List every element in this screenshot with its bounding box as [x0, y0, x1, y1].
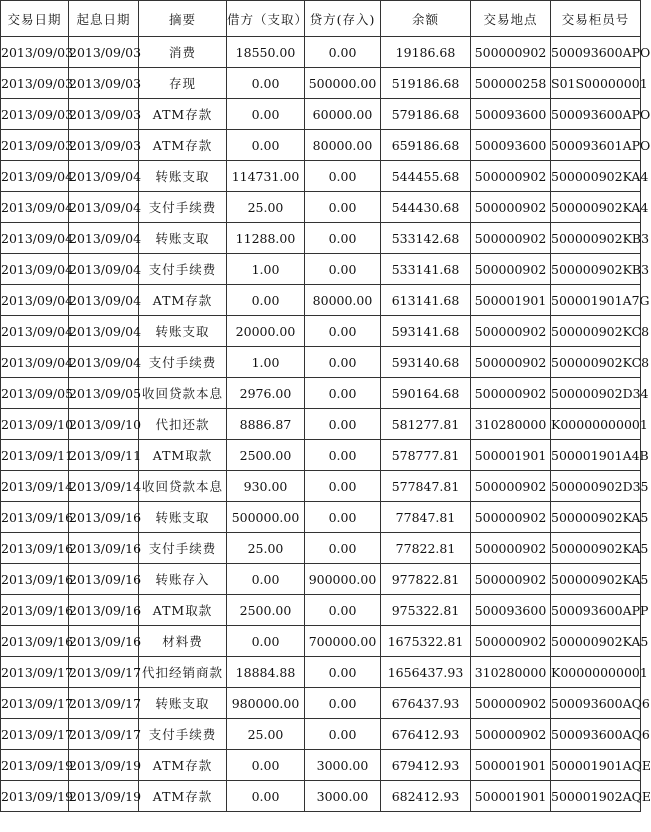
cell-location: 500000902: [471, 378, 551, 409]
cell-value-date: 2013/09/04: [69, 192, 139, 223]
cell-credit: 0.00: [305, 502, 381, 533]
cell-transaction-date: 2013/09/04: [1, 285, 69, 316]
table-row: [1, 254, 641, 285]
cell-location: 500000902: [471, 37, 551, 68]
cell-teller-id: S01S00000001: [551, 68, 641, 99]
cell-value-date: 2013/09/17: [69, 657, 139, 688]
cell-teller-id: 500000902KA5: [551, 626, 641, 657]
cell-debit: 0.00: [227, 99, 305, 130]
table-row: [1, 595, 641, 626]
cell-value-date: 2013/09/04: [69, 254, 139, 285]
cell-credit: 0.00: [305, 378, 381, 409]
cell-value-date: 2013/09/03: [69, 68, 139, 99]
header-debit: 借方（支取）: [227, 1, 305, 37]
table-row: [1, 688, 641, 719]
cell-credit: 700000.00: [305, 626, 381, 657]
cell-memo: 代扣经销商款: [139, 657, 227, 688]
cell-teller-id: 500000902KB3: [551, 254, 641, 285]
cell-teller-id: 500093600APO: [551, 37, 641, 68]
cell-credit: 500000.00: [305, 68, 381, 99]
cell-debit: 25.00: [227, 719, 305, 750]
cell-credit: 0.00: [305, 688, 381, 719]
cell-debit: 0.00: [227, 626, 305, 657]
cell-debit: 1.00: [227, 347, 305, 378]
cell-balance: 533142.68: [381, 223, 471, 254]
cell-debit: 0.00: [227, 130, 305, 161]
cell-memo: 转账支取: [139, 502, 227, 533]
cell-debit: 500000.00: [227, 502, 305, 533]
cell-debit: 25.00: [227, 533, 305, 564]
cell-transaction-date: 2013/09/04: [1, 161, 69, 192]
cell-teller-id: 500000902KC8: [551, 347, 641, 378]
cell-debit: 2500.00: [227, 595, 305, 626]
cell-credit: 0.00: [305, 409, 381, 440]
table-row: [1, 564, 641, 595]
cell-teller-id: 500000902D35: [551, 471, 641, 502]
cell-credit: 0.00: [305, 440, 381, 471]
cell-teller-id: 500000902KA5: [551, 564, 641, 595]
cell-debit: 0.00: [227, 564, 305, 595]
cell-memo: 支付手续费: [139, 533, 227, 564]
cell-value-date: 2013/09/14: [69, 471, 139, 502]
cell-transaction-date: 2013/09/03: [1, 99, 69, 130]
cell-credit: 0.00: [305, 254, 381, 285]
cell-balance: 533141.68: [381, 254, 471, 285]
cell-transaction-date: 2013/09/16: [1, 626, 69, 657]
cell-teller-id: 500093601APO: [551, 130, 641, 161]
cell-location: 500000902: [471, 688, 551, 719]
cell-debit: 18550.00: [227, 37, 305, 68]
cell-transaction-date: 2013/09/04: [1, 192, 69, 223]
cell-balance: 581277.81: [381, 409, 471, 440]
cell-transaction-date: 2013/09/17: [1, 688, 69, 719]
cell-debit: 0.00: [227, 68, 305, 99]
cell-debit: 0.00: [227, 781, 305, 812]
cell-memo: 转账支取: [139, 161, 227, 192]
cell-memo: 支付手续费: [139, 347, 227, 378]
cell-memo: 转账支取: [139, 316, 227, 347]
table-row: [1, 440, 641, 471]
cell-value-date: 2013/09/04: [69, 347, 139, 378]
cell-location: 500000902: [471, 564, 551, 595]
cell-credit: 0.00: [305, 719, 381, 750]
cell-transaction-date: 2013/09/04: [1, 254, 69, 285]
cell-balance: 1675322.81: [381, 626, 471, 657]
cell-debit: 980000.00: [227, 688, 305, 719]
cell-teller-id: 500001901A7G: [551, 285, 641, 316]
cell-teller-id: 500093600AQ6: [551, 688, 641, 719]
cell-teller-id: 500000902KA4: [551, 161, 641, 192]
cell-debit: 0.00: [227, 750, 305, 781]
cell-transaction-date: 2013/09/14: [1, 471, 69, 502]
cell-value-date: 2013/09/04: [69, 285, 139, 316]
cell-memo: ATM存款: [139, 130, 227, 161]
cell-balance: 593141.68: [381, 316, 471, 347]
cell-value-date: 2013/09/17: [69, 688, 139, 719]
cell-balance: 579186.68: [381, 99, 471, 130]
cell-teller-id: 500001901A4B: [551, 440, 641, 471]
header-teller-id: 交易柜员号: [551, 1, 641, 37]
cell-memo: 代扣还款: [139, 409, 227, 440]
cell-memo: ATM存款: [139, 750, 227, 781]
cell-credit: 0.00: [305, 161, 381, 192]
cell-balance: 544430.68: [381, 192, 471, 223]
cell-transaction-date: 2013/09/17: [1, 719, 69, 750]
cell-memo: 支付手续费: [139, 192, 227, 223]
cell-value-date: 2013/09/04: [69, 223, 139, 254]
table-row: [1, 533, 641, 564]
cell-location: 500093600: [471, 130, 551, 161]
cell-balance: 590164.68: [381, 378, 471, 409]
cell-credit: 0.00: [305, 37, 381, 68]
cell-transaction-date: 2013/09/03: [1, 130, 69, 161]
cell-location: 500001901: [471, 781, 551, 812]
cell-location: 500001901: [471, 750, 551, 781]
table-row: [1, 37, 641, 68]
cell-teller-id: 500000902KB3: [551, 223, 641, 254]
cell-balance: 1656437.93: [381, 657, 471, 688]
cell-location: 500000902: [471, 719, 551, 750]
cell-value-date: 2013/09/03: [69, 130, 139, 161]
cell-teller-id: 500001901AQE: [551, 750, 641, 781]
cell-memo: 消费: [139, 37, 227, 68]
cell-value-date: 2013/09/19: [69, 750, 139, 781]
table-row: [1, 657, 641, 688]
cell-teller-id: 500000902KA4: [551, 192, 641, 223]
cell-memo: 支付手续费: [139, 719, 227, 750]
table-row: [1, 130, 641, 161]
cell-location: 500000902: [471, 502, 551, 533]
cell-teller-id: K00000000001: [551, 409, 641, 440]
cell-debit: 2500.00: [227, 440, 305, 471]
cell-debit: 18884.88: [227, 657, 305, 688]
table-row: [1, 192, 641, 223]
cell-value-date: 2013/09/16: [69, 626, 139, 657]
cell-value-date: 2013/09/03: [69, 99, 139, 130]
cell-credit: 0.00: [305, 657, 381, 688]
cell-transaction-date: 2013/09/04: [1, 316, 69, 347]
cell-teller-id: 500000902KA5: [551, 502, 641, 533]
cell-transaction-date: 2013/09/17: [1, 657, 69, 688]
cell-transaction-date: 2013/09/16: [1, 564, 69, 595]
cell-transaction-date: 2013/09/16: [1, 595, 69, 626]
header-transaction-date: 交易日期: [1, 1, 69, 37]
cell-transaction-date: 2013/09/05: [1, 378, 69, 409]
cell-location: 500000902: [471, 223, 551, 254]
cell-value-date: 2013/09/04: [69, 161, 139, 192]
cell-value-date: 2013/09/17: [69, 719, 139, 750]
cell-location: 500093600: [471, 595, 551, 626]
cell-credit: 80000.00: [305, 285, 381, 316]
cell-debit: 930.00: [227, 471, 305, 502]
cell-value-date: 2013/09/11: [69, 440, 139, 471]
table-row: [1, 347, 641, 378]
cell-transaction-date: 2013/09/11: [1, 440, 69, 471]
cell-credit: 3000.00: [305, 750, 381, 781]
cell-memo: 转账支取: [139, 223, 227, 254]
cell-debit: 25.00: [227, 192, 305, 223]
table-row: [1, 502, 641, 533]
cell-location: 500000902: [471, 533, 551, 564]
table-row: [1, 161, 641, 192]
cell-debit: 8886.87: [227, 409, 305, 440]
table-row: [1, 471, 641, 502]
cell-location: 500000902: [471, 254, 551, 285]
cell-teller-id: K00000000001: [551, 657, 641, 688]
cell-balance: 577847.81: [381, 471, 471, 502]
cell-balance: 676437.93: [381, 688, 471, 719]
cell-balance: 544455.68: [381, 161, 471, 192]
table-row: [1, 223, 641, 254]
cell-credit: 0.00: [305, 471, 381, 502]
table-row: [1, 285, 641, 316]
cell-credit: 80000.00: [305, 130, 381, 161]
cell-teller-id: 500093600APO: [551, 99, 641, 130]
cell-memo: ATM存款: [139, 99, 227, 130]
cell-credit: 0.00: [305, 533, 381, 564]
cell-balance: 676412.93: [381, 719, 471, 750]
cell-transaction-date: 2013/09/04: [1, 347, 69, 378]
table-row: [1, 68, 641, 99]
cell-balance: 578777.81: [381, 440, 471, 471]
cell-teller-id: 500093600AQ6: [551, 719, 641, 750]
cell-transaction-date: 2013/09/03: [1, 37, 69, 68]
cell-balance: 19186.68: [381, 37, 471, 68]
header-memo: 摘要: [139, 1, 227, 37]
cell-balance: 77847.81: [381, 502, 471, 533]
cell-value-date: 2013/09/16: [69, 533, 139, 564]
cell-credit: 0.00: [305, 192, 381, 223]
table-row: [1, 378, 641, 409]
cell-credit: 0.00: [305, 223, 381, 254]
cell-transaction-date: 2013/09/03: [1, 68, 69, 99]
table-row: [1, 99, 641, 130]
cell-transaction-date: 2013/09/19: [1, 781, 69, 812]
cell-balance: 679412.93: [381, 750, 471, 781]
cell-balance: 519186.68: [381, 68, 471, 99]
table-header: [1, 1, 641, 37]
header-balance: 余额: [381, 1, 471, 37]
table-row: [1, 719, 641, 750]
cell-value-date: 2013/09/04: [69, 316, 139, 347]
cell-debit: 0.00: [227, 285, 305, 316]
cell-value-date: 2013/09/16: [69, 502, 139, 533]
cell-teller-id: 500000902KC8: [551, 316, 641, 347]
cell-credit: 0.00: [305, 347, 381, 378]
cell-transaction-date: 2013/09/19: [1, 750, 69, 781]
cell-transaction-date: 2013/09/16: [1, 502, 69, 533]
cell-location: 500001901: [471, 440, 551, 471]
cell-value-date: 2013/09/16: [69, 595, 139, 626]
cell-memo: ATM存款: [139, 781, 227, 812]
cell-memo: 收回贷款本息: [139, 378, 227, 409]
cell-memo: 转账存入: [139, 564, 227, 595]
cell-balance: 682412.93: [381, 781, 471, 812]
cell-debit: 11288.00: [227, 223, 305, 254]
cell-value-date: 2013/09/03: [69, 37, 139, 68]
cell-memo: 支付手续费: [139, 254, 227, 285]
cell-balance: 659186.68: [381, 130, 471, 161]
cell-transaction-date: 2013/09/16: [1, 533, 69, 564]
cell-memo: ATM存款: [139, 285, 227, 316]
cell-value-date: 2013/09/10: [69, 409, 139, 440]
header-row: [1, 1, 641, 37]
table-body: [1, 37, 651, 812]
cell-teller-id: 500093600APP: [551, 595, 641, 626]
cell-transaction-date: 2013/09/04: [1, 223, 69, 254]
cell-location: 310280000: [471, 409, 551, 440]
cell-teller-id: 500000902D34: [551, 378, 641, 409]
cell-memo: 存现: [139, 68, 227, 99]
cell-debit: 2976.00: [227, 378, 305, 409]
cell-teller-id: 500001902AQE: [551, 781, 641, 812]
table-row: [1, 626, 641, 657]
cell-memo: ATM取款: [139, 595, 227, 626]
cell-location: 500000902: [471, 347, 551, 378]
cell-teller-id: 500000902KA5: [551, 533, 641, 564]
cell-value-date: 2013/09/16: [69, 564, 139, 595]
cell-credit: 0.00: [305, 595, 381, 626]
cell-balance: 975322.81: [381, 595, 471, 626]
cell-balance: 77822.81: [381, 533, 471, 564]
table-row: [1, 781, 641, 812]
cell-location: 500000902: [471, 316, 551, 347]
cell-location: 500000902: [471, 626, 551, 657]
cell-memo: 转账支取: [139, 688, 227, 719]
header-value-date: 起息日期: [69, 1, 139, 37]
cell-debit: 20000.00: [227, 316, 305, 347]
cell-transaction-date: 2013/09/10: [1, 409, 69, 440]
cell-value-date: 2013/09/05: [69, 378, 139, 409]
cell-location: 500001901: [471, 285, 551, 316]
header-credit: 贷方(存入): [305, 1, 381, 37]
cell-credit: 3000.00: [305, 781, 381, 812]
cell-debit: 1.00: [227, 254, 305, 285]
cell-memo: ATM取款: [139, 440, 227, 471]
cell-location: 500000902: [471, 192, 551, 223]
cell-location: 500000902: [471, 471, 551, 502]
cell-memo: 材料费: [139, 626, 227, 657]
cell-memo: 收回贷款本息: [139, 471, 227, 502]
cell-location: 310280000: [471, 657, 551, 688]
cell-balance: 593140.68: [381, 347, 471, 378]
table-row: [1, 409, 641, 440]
cell-location: 500000258: [471, 68, 551, 99]
cell-credit: 900000.00: [305, 564, 381, 595]
cell-location: 500093600: [471, 99, 551, 130]
cell-location: 500000902: [471, 161, 551, 192]
cell-balance: 977822.81: [381, 564, 471, 595]
header-location: 交易地点: [471, 1, 551, 37]
table-row: [1, 750, 641, 781]
table-row: [1, 316, 641, 347]
cell-value-date: 2013/09/19: [69, 781, 139, 812]
cell-balance: 613141.68: [381, 285, 471, 316]
cell-credit: 0.00: [305, 316, 381, 347]
cell-credit: 60000.00: [305, 99, 381, 130]
cell-debit: 114731.00: [227, 161, 305, 192]
